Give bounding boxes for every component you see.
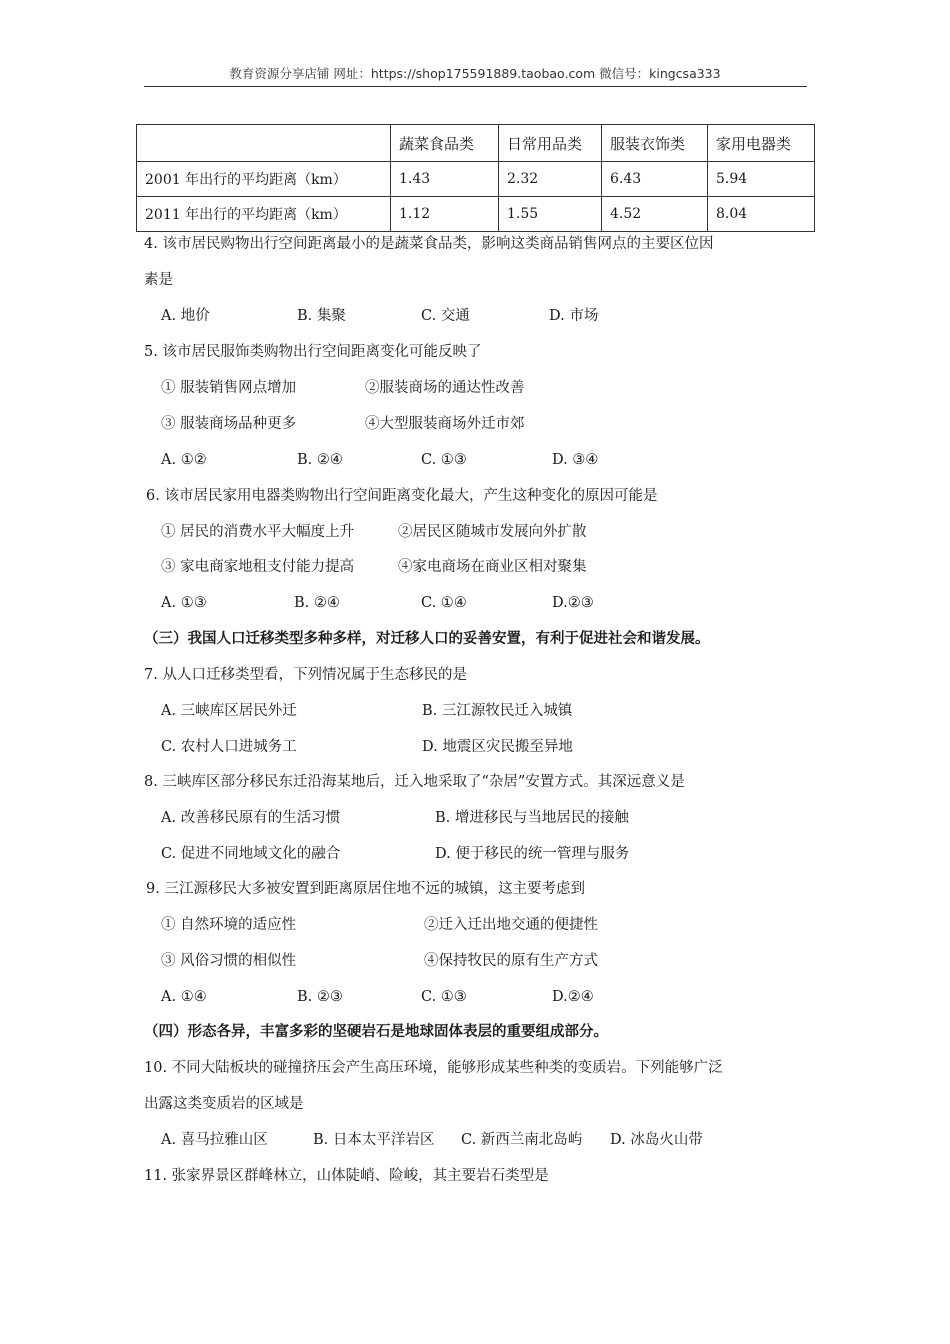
section-3-heading: （三）我国人口迁移类型多种多样，对迁移人口的妥善安置，有利于促进社会和谐发展。 xyxy=(144,630,710,647)
header-divider xyxy=(144,86,807,87)
table-cell: 1.12 xyxy=(391,197,499,232)
q5-option-a: A. ①② xyxy=(161,452,207,468)
q10-option-d: D. 冰岛火山带 xyxy=(610,1132,703,1148)
q9-option-b: B. ②③ xyxy=(297,989,343,1005)
q8-stem: 8. 三峡库区部分移民东迁沿海某地后，迁入地采取了“杂居”安置方式。其深远意义是 xyxy=(144,774,685,790)
q6-item-4: ④家电商场在商业区相对聚集 xyxy=(398,559,587,575)
section-4-heading: （四）形态各异，丰富多彩的坚硬岩石是地球固体表层的重要组成部分。 xyxy=(144,1023,608,1040)
table-cell: 5.94 xyxy=(708,162,815,197)
q6-item-3: ③ 家电商家地租支付能力提高 xyxy=(161,559,355,575)
distance-table xyxy=(136,124,815,232)
q10-option-a: A. 喜马拉雅山区 xyxy=(161,1132,268,1148)
table-cell: 1.55 xyxy=(499,197,602,232)
q9-option-d: D.②④ xyxy=(552,989,594,1005)
q4-stem-line1: 4. 该市居民购物出行空间距离最小的是蔬菜食品类，影响这类商品销售网点的主要区位因 xyxy=(144,236,714,252)
q9-item-4: ④保持牧民的原有生产方式 xyxy=(424,953,598,969)
q5-item-2: ②服装商场的通达性改善 xyxy=(365,380,525,396)
table-cell: 1.43 xyxy=(391,162,499,197)
q9-item-1: ① 自然环境的适应性 xyxy=(161,917,297,933)
q6-option-c: C. ①④ xyxy=(421,595,467,611)
table-cell: 6.43 xyxy=(602,162,708,197)
q8-option-b: B. 增进移民与当地居民的接触 xyxy=(435,810,629,826)
q10-option-b: B. 日本太平洋岩区 xyxy=(313,1132,435,1148)
table-header-row xyxy=(137,125,815,162)
q4-option-c: C. 交通 xyxy=(421,308,470,324)
q10-stem-line2: 出露这类变质岩的区域是 xyxy=(144,1096,304,1112)
q4-option-d: D. 市场 xyxy=(549,308,599,324)
table-header-cell: 家用电器类 xyxy=(708,125,815,162)
table-header-cell xyxy=(137,125,391,162)
table-cell: 2001 年出行的平均距离（km） xyxy=(137,162,391,197)
page-header: 教育资源分享店铺 网址：https://shop175591889.taobao.com 微信号：kingcsa333 xyxy=(229,66,721,81)
table-row xyxy=(137,197,815,232)
q8-option-c: C. 促进不同地域文化的融合 xyxy=(161,846,341,862)
q6-stem: 6. 该市居民家用电器类购物出行空间距离变化最大，产生这种变化的原因可能是 xyxy=(146,488,658,504)
q6-item-2: ②居民区随城市发展向外扩散 xyxy=(398,524,587,540)
table-header-cell: 蔬菜食品类 xyxy=(391,125,499,162)
q4-option-a: A. 地价 xyxy=(161,308,210,324)
q6-option-b: B. ②④ xyxy=(294,595,340,611)
q5-item-4: ④大型服装商场外迁市郊 xyxy=(365,416,525,432)
q4-stem-line2: 素是 xyxy=(144,272,173,288)
q8-option-a: A. 改善移民原有的生活习惯 xyxy=(161,810,341,826)
q5-option-c: C. ①③ xyxy=(421,452,467,468)
q5-item-1: ① 服装销售网点增加 xyxy=(161,380,297,396)
q9-option-a: A. ①④ xyxy=(161,989,207,1005)
q5-stem: 5. 该市居民服饰类购物出行空间距离变化可能反映了 xyxy=(144,344,482,360)
q11-stem: 11. 张家界景区群峰林立，山体陡峭、险峻，其主要岩石类型是 xyxy=(144,1168,549,1184)
q5-option-b: B. ②④ xyxy=(297,452,343,468)
q9-option-c: C. ①③ xyxy=(421,989,467,1005)
q6-option-a: A. ①③ xyxy=(161,595,207,611)
table-cell: 2.32 xyxy=(499,162,602,197)
table-cell: 2011 年出行的平均距离（km） xyxy=(137,197,391,232)
q8-option-d: D. 便于移民的统一管理与服务 xyxy=(435,846,630,862)
q7-option-b: B. 三江源牧民迁入城镇 xyxy=(422,703,573,719)
table-header-cell: 日常用品类 xyxy=(499,125,602,162)
q7-option-d: D. 地震区灾民搬至异地 xyxy=(422,739,573,755)
q10-stem-line1: 10. 不同大陆板块的碰撞挤压会产生高压环境，能够形成某些种类的变质岩。下列能够广泛 xyxy=(144,1060,723,1076)
q4-option-b: B. 集聚 xyxy=(297,308,346,324)
q9-stem: 9. 三江源移民大多被安置到距离原居住地不远的城镇，这主要考虑到 xyxy=(146,881,585,897)
q10-option-c: C. 新西兰南北岛屿 xyxy=(461,1132,583,1148)
table-header-cell: 服装衣饰类 xyxy=(602,125,708,162)
q9-item-3: ③ 风俗习惯的相似性 xyxy=(161,953,297,969)
q7-stem: 7. 从人口迁移类型看，下列情况属于生态移民的是 xyxy=(144,667,467,683)
table-row xyxy=(137,162,815,197)
table-cell: 4.52 xyxy=(602,197,708,232)
q9-item-2: ②迁入迁出地交通的便捷性 xyxy=(424,917,598,933)
table-cell: 8.04 xyxy=(708,197,815,232)
q5-item-3: ③ 服装商场品种更多 xyxy=(161,416,297,432)
q6-item-1: ① 居民的消费水平大幅度上升 xyxy=(161,524,355,540)
q7-option-c: C. 农村人口进城务工 xyxy=(161,739,297,755)
q7-option-a: A. 三峡库区居民外迁 xyxy=(161,703,297,719)
q5-option-d: D. ③④ xyxy=(552,452,599,468)
q6-option-d: D.②③ xyxy=(552,595,594,611)
